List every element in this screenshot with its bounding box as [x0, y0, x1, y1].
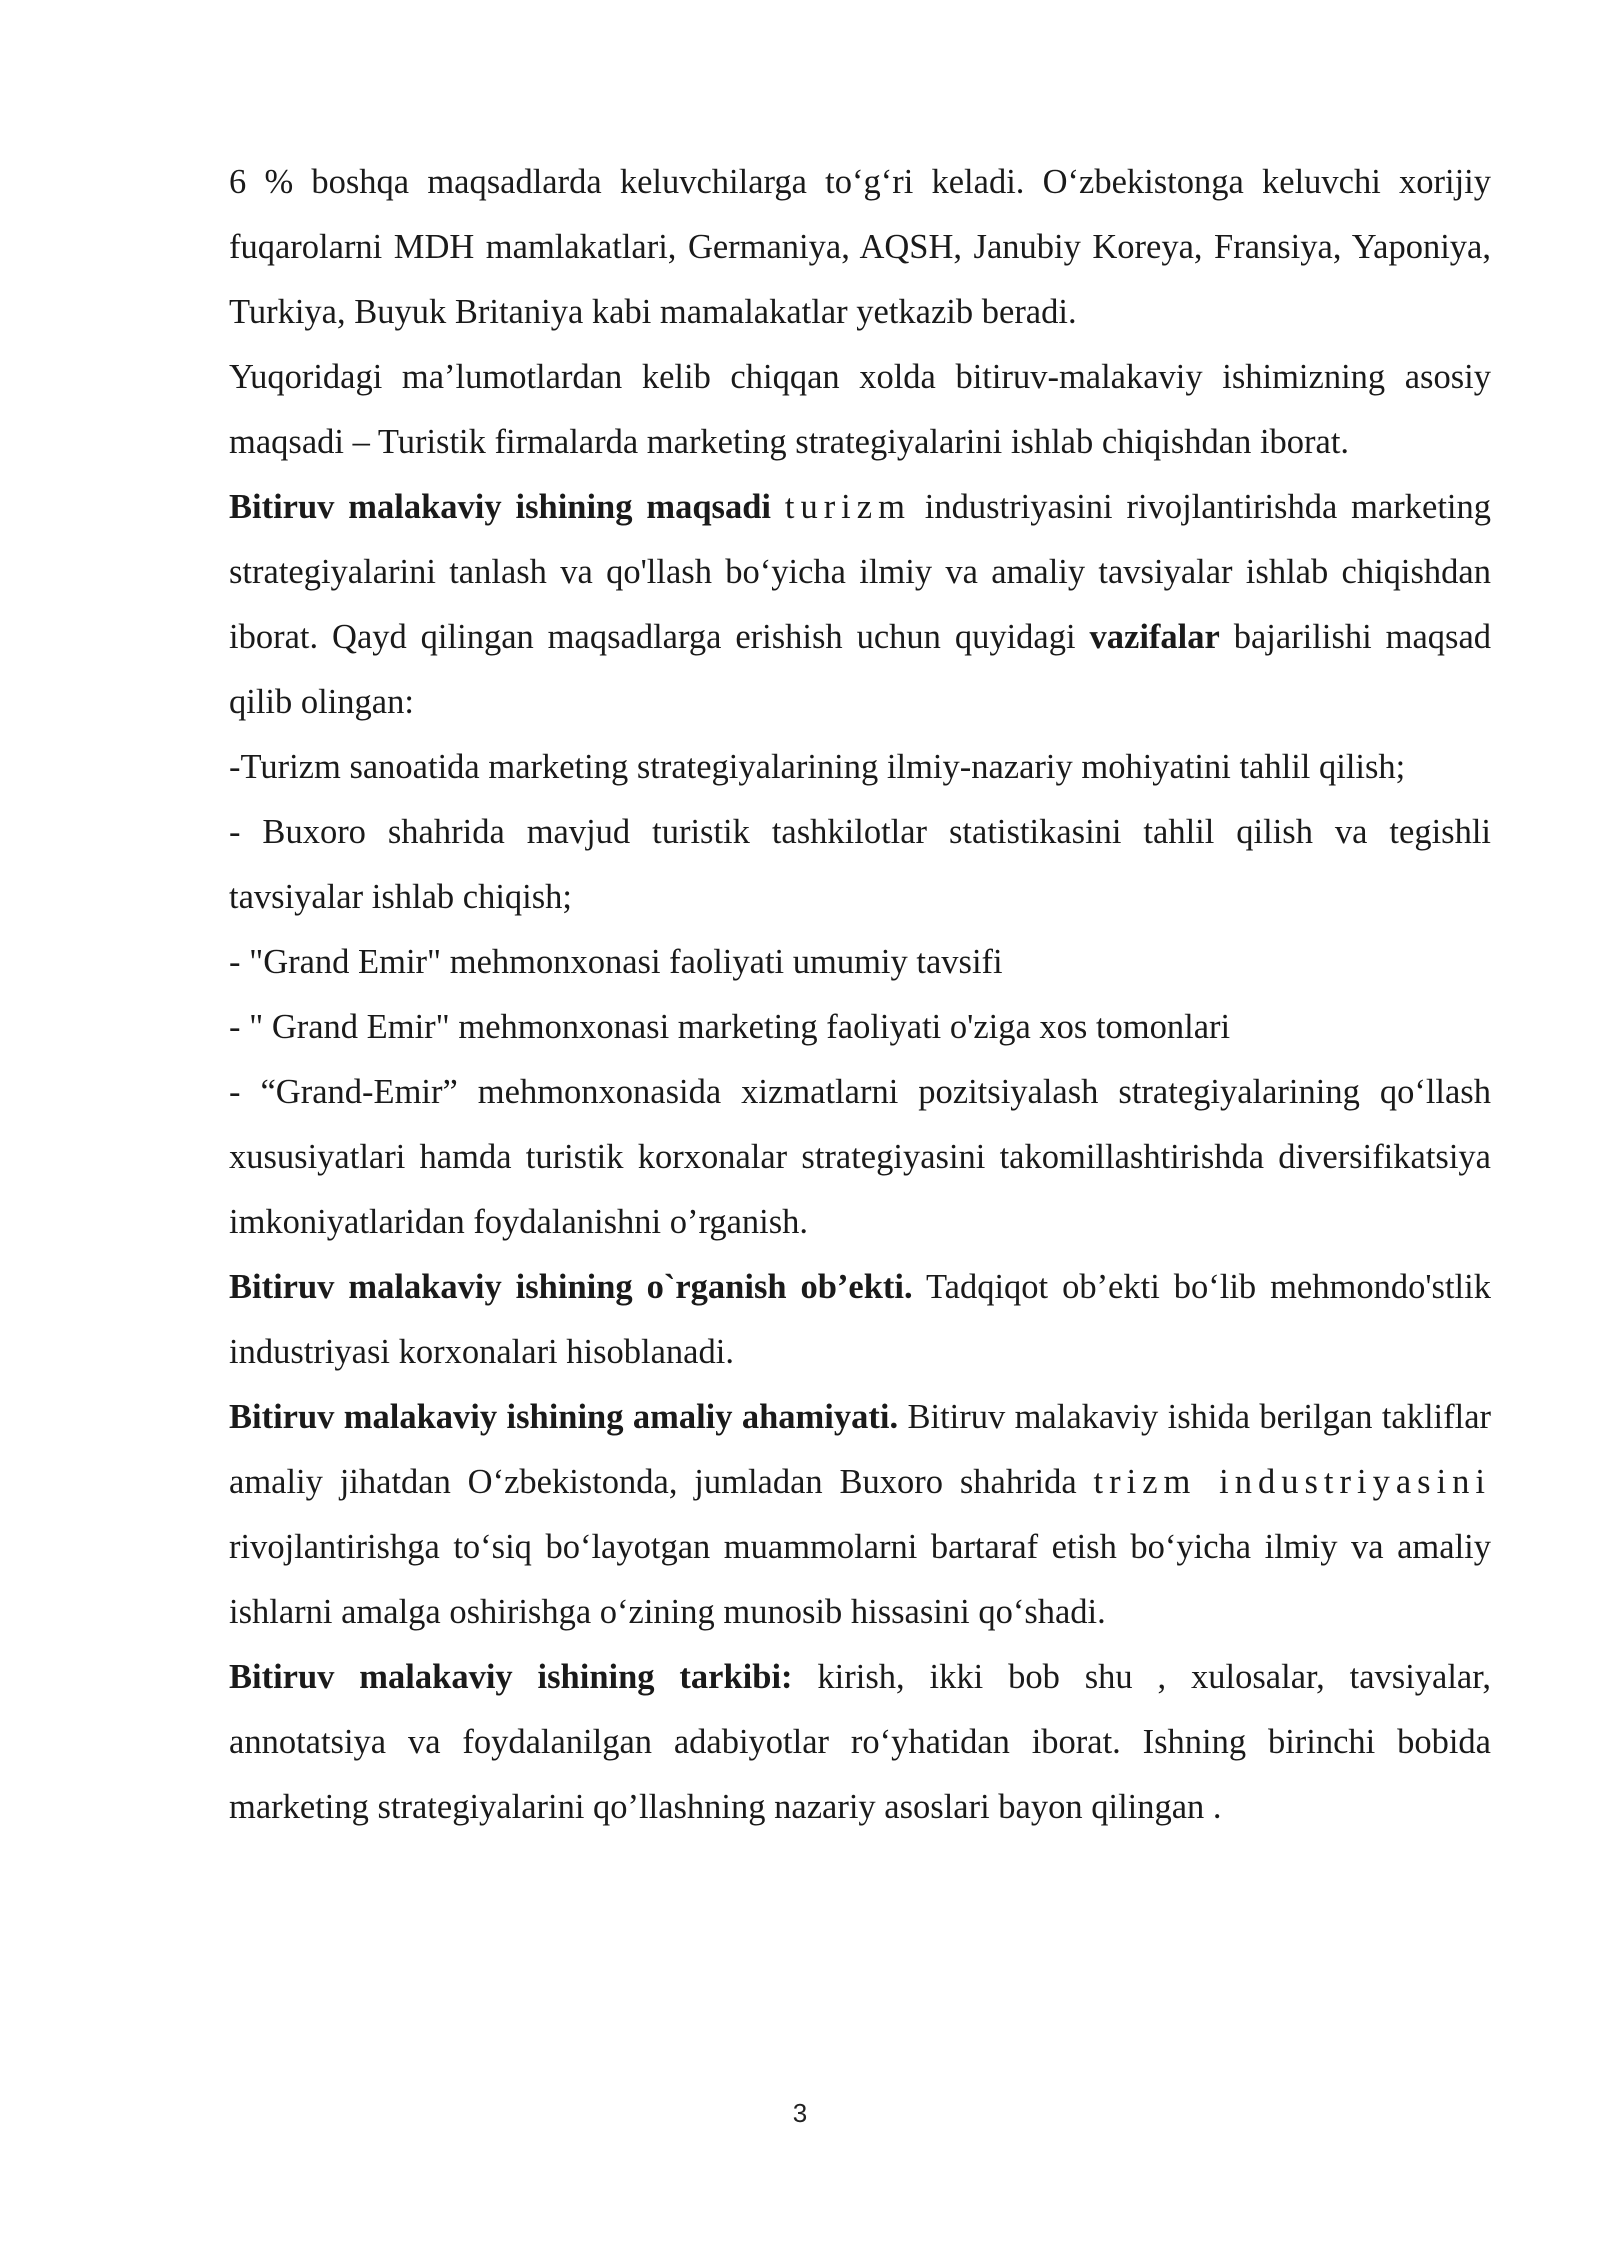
list-item: - “Grand-Emir” mehmonxonasida xizmatlarni pozitsiyalash strategiyalarining qo‘llash xususiyatlari hamda turistik korxonalar strategiyasini takomillashtirishda diversifikatsiya imkoniyatlaridan foydalanishni o’rganish.	[229, 1073, 1491, 1241]
spaced-term-turizm: turizm	[784, 488, 911, 526]
paragraph-intro: 6 % boshqa maqsadlarda keluvchilarga to‘g‘ri keladi. O‘zbekistonga keluvchi xorijiy fuqarolarni MDH mamlakatlari, Germaniya, AQSH, Janubiy Koreya, Fransiya, Yaponiya, Turkiya, Buyuk Britaniya kabi mamalakatlar yetkazib beradi.	[229, 163, 1491, 331]
list-item: - " Grand Emir" mehmonxonasi marketing faoliyati o'ziga xos tomonlari	[229, 1008, 1231, 1046]
practical-text-1: Bitiruv malakaviy ishida berilgan takliflar amaliy jihatdan O‘zbekistonda, jumladan Buxoro shahrida	[229, 1398, 1492, 1501]
heading-object: Bitiruv malakaviy ishining o`rganish ob’ekti.	[229, 1268, 913, 1306]
document-body	[229, 150, 1491, 1840]
spaced-term-trizm: trizm industriyasini	[1093, 1463, 1491, 1501]
paragraph-object	[229, 1255, 1491, 1385]
heading-goal: Bitiruv malakaviy ishining maqsadi	[229, 488, 771, 526]
paragraph-structure	[229, 1645, 1491, 1840]
list-item: - "Grand Emir" mehmonxonasi faoliyati umumiy tavsifi	[229, 943, 1003, 981]
heading-tasks: vazifalar	[1089, 618, 1220, 656]
practical-text-2: rivojlantirishga to‘siq bo‘layotgan muammolarni bartaraf etish bo‘yicha ilmiy va amaliy ishlarni amalga oshirishga o‘zining munosib hissasini qo‘shadi.	[229, 1528, 1491, 1631]
paragraph-main-goal-intro: Yuqoridagi ma’lumotlardan kelib chiqqan xolda bitiruv-malakaviy ishimizning asosiy maqsadi – Turistik firmalarda marketing strategiyalarini ishlab chiqishdan iborat.	[229, 358, 1491, 461]
tasks-text: bajarilishi maqsad qilib olingan:	[229, 618, 1492, 721]
list-item: - Buxoro shahrida mavjud turistik tashkilotlar statistikasini tahlil qilish va tegishli tavsiyalar ishlab chiqish;	[229, 813, 1491, 916]
list-item: -Turizm sanoatida marketing strategiyalarining ilmiy-nazariy mohiyatini tahlil qilish;	[229, 748, 1406, 786]
paragraph-goal	[229, 475, 1491, 735]
heading-practical-significance: Bitiruv malakaviy ishining amaliy ahamiyati.	[229, 1398, 899, 1436]
object-text: Tadqiqot ob’ekti bo‘lib mehmondo'stlik industriyasi korxonalari hisoblanadi.	[229, 1268, 1491, 1371]
structure-text: kirish, ikki bob shu , xulosalar, tavsiyalar, annotatsiya va foydalanilgan adabiyotlar ro‘yhatidan iborat. Ishning birinchi bobida marketing strategiyalarini qo’llashning nazariy asoslari bayon qilingan .	[229, 1658, 1491, 1826]
paragraph-practical-significance	[229, 1385, 1491, 1645]
goal-text: industriyasini rivojlantirishda marketing strategiyalarini tanlash va qo'llash bo‘yicha ilmiy va amaliy tavsiyalar ishlab chiqishdan iborat. Qayd qilingan maqsadlarga erishish uchun quyidagi	[229, 488, 1492, 656]
heading-structure: Bitiruv malakaviy ishining tarkibi:	[229, 1658, 793, 1696]
page-number: 3	[792, 2098, 808, 2128]
